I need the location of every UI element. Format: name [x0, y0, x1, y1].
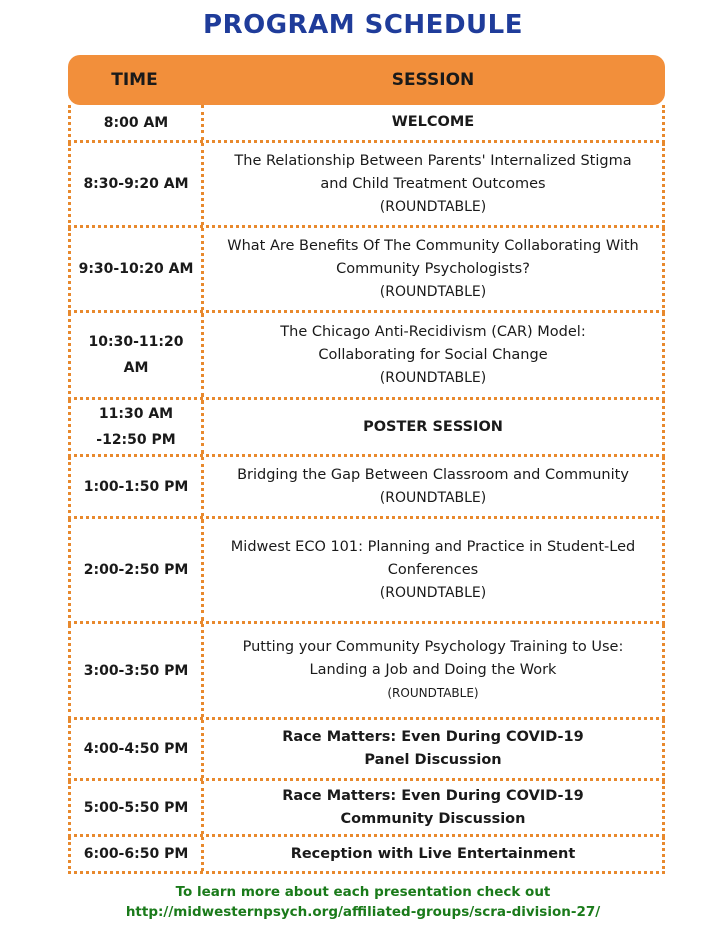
table-header — [68, 55, 665, 105]
session-title-line: Community Discussion — [340, 810, 526, 827]
schedule-row — [68, 519, 665, 624]
session-title-line: WELCOME — [391, 114, 475, 130]
schedule-row — [68, 781, 665, 837]
session-cell — [204, 837, 662, 871]
time-cell: 4:00-4:50 PM — [71, 720, 204, 778]
time-cell: 6:00-6:50 PM — [71, 837, 204, 871]
schedule-row — [68, 105, 665, 143]
session-title-line: Bridging the Gap Between Classroom and Community — [237, 466, 629, 483]
schedule-row — [68, 624, 665, 720]
schedule-row — [68, 313, 665, 400]
time-cell: 9:30-10:20 AM — [71, 228, 204, 310]
session-title-line: Midwest ECO 101: Planning and Practice in Student-Led — [230, 538, 636, 555]
session-title-line: Landing a Job and Doing the Work — [309, 662, 557, 678]
schedule-row — [68, 143, 665, 228]
session-cell — [204, 624, 662, 717]
session-format-note: (ROUNDTABLE) — [387, 686, 479, 700]
time-cell: 8:30-9:20 AM — [71, 143, 204, 225]
header-time: TIME — [111, 70, 158, 90]
session-cell — [204, 105, 662, 140]
page-title: PROGRAM SCHEDULE — [203, 10, 523, 40]
session-title-line: Putting your Community Psychology Training to Use: — [242, 639, 624, 655]
footer-text: To learn more about each presentation check out — [175, 884, 551, 900]
session-cell — [204, 781, 662, 834]
session-cell — [204, 400, 662, 454]
header-session: SESSION — [391, 70, 475, 90]
session-title-line: What Are Benefits Of The Community Collaborating With — [227, 237, 639, 254]
session-title-line: and Child Treatment Outcomes — [320, 175, 546, 192]
footer-link[interactable]: http://midwesternpsych.org/affiliated-groups/scra-division-27/ — [125, 904, 601, 920]
schedule-row — [68, 228, 665, 313]
time-cell: 11:30 AM -12:50 PM — [71, 400, 204, 454]
session-cell — [204, 720, 662, 778]
session-format-note: (ROUNDTABLE) — [379, 489, 487, 506]
time-cell: 2:00-2:50 PM — [71, 519, 204, 621]
schedule-row — [68, 457, 665, 519]
time-cell: 8:00 AM — [71, 105, 204, 140]
session-title-line: The Chicago Anti-Recidivism (CAR) Model: — [280, 323, 586, 340]
time-cell: 3:00-3:50 PM — [71, 624, 204, 717]
schedule-table — [68, 105, 665, 874]
schedule-row — [68, 400, 665, 457]
time-cell: 5:00-5:50 PM — [71, 781, 204, 834]
session-title-line: Conferences — [387, 561, 479, 578]
session-title-line: Reception with Live Entertainment — [290, 845, 576, 862]
session-cell — [204, 228, 662, 310]
footer — [0, 882, 720, 922]
session-title-line: POSTER SESSION — [363, 418, 503, 435]
session-format-note: (ROUNDTABLE) — [379, 283, 487, 300]
session-format-note: (ROUNDTABLE) — [379, 369, 487, 386]
session-cell — [204, 519, 662, 621]
session-format-note: (ROUNDTABLE) — [379, 584, 487, 601]
session-title-line: Collaborating for Social Change — [318, 346, 548, 363]
session-title-line: The Relationship Between Parents' Internalized Stigma — [234, 152, 632, 169]
session-cell — [204, 313, 662, 397]
session-title-line: Race Matters: Even During COVID-19 — [282, 787, 584, 804]
schedule-row — [68, 837, 665, 874]
schedule-row — [68, 720, 665, 781]
session-cell — [204, 143, 662, 225]
time-cell: 1:00-1:50 PM — [71, 457, 204, 516]
session-title-line: Community Psychologists? — [336, 260, 530, 277]
session-format-note: (ROUNDTABLE) — [379, 198, 487, 215]
session-title-line: Race Matters: Even During COVID-19 — [282, 729, 584, 745]
time-cell: 10:30-11:20 AM — [71, 313, 204, 397]
session-title-line: Panel Discussion — [364, 752, 502, 768]
session-cell — [204, 457, 662, 516]
